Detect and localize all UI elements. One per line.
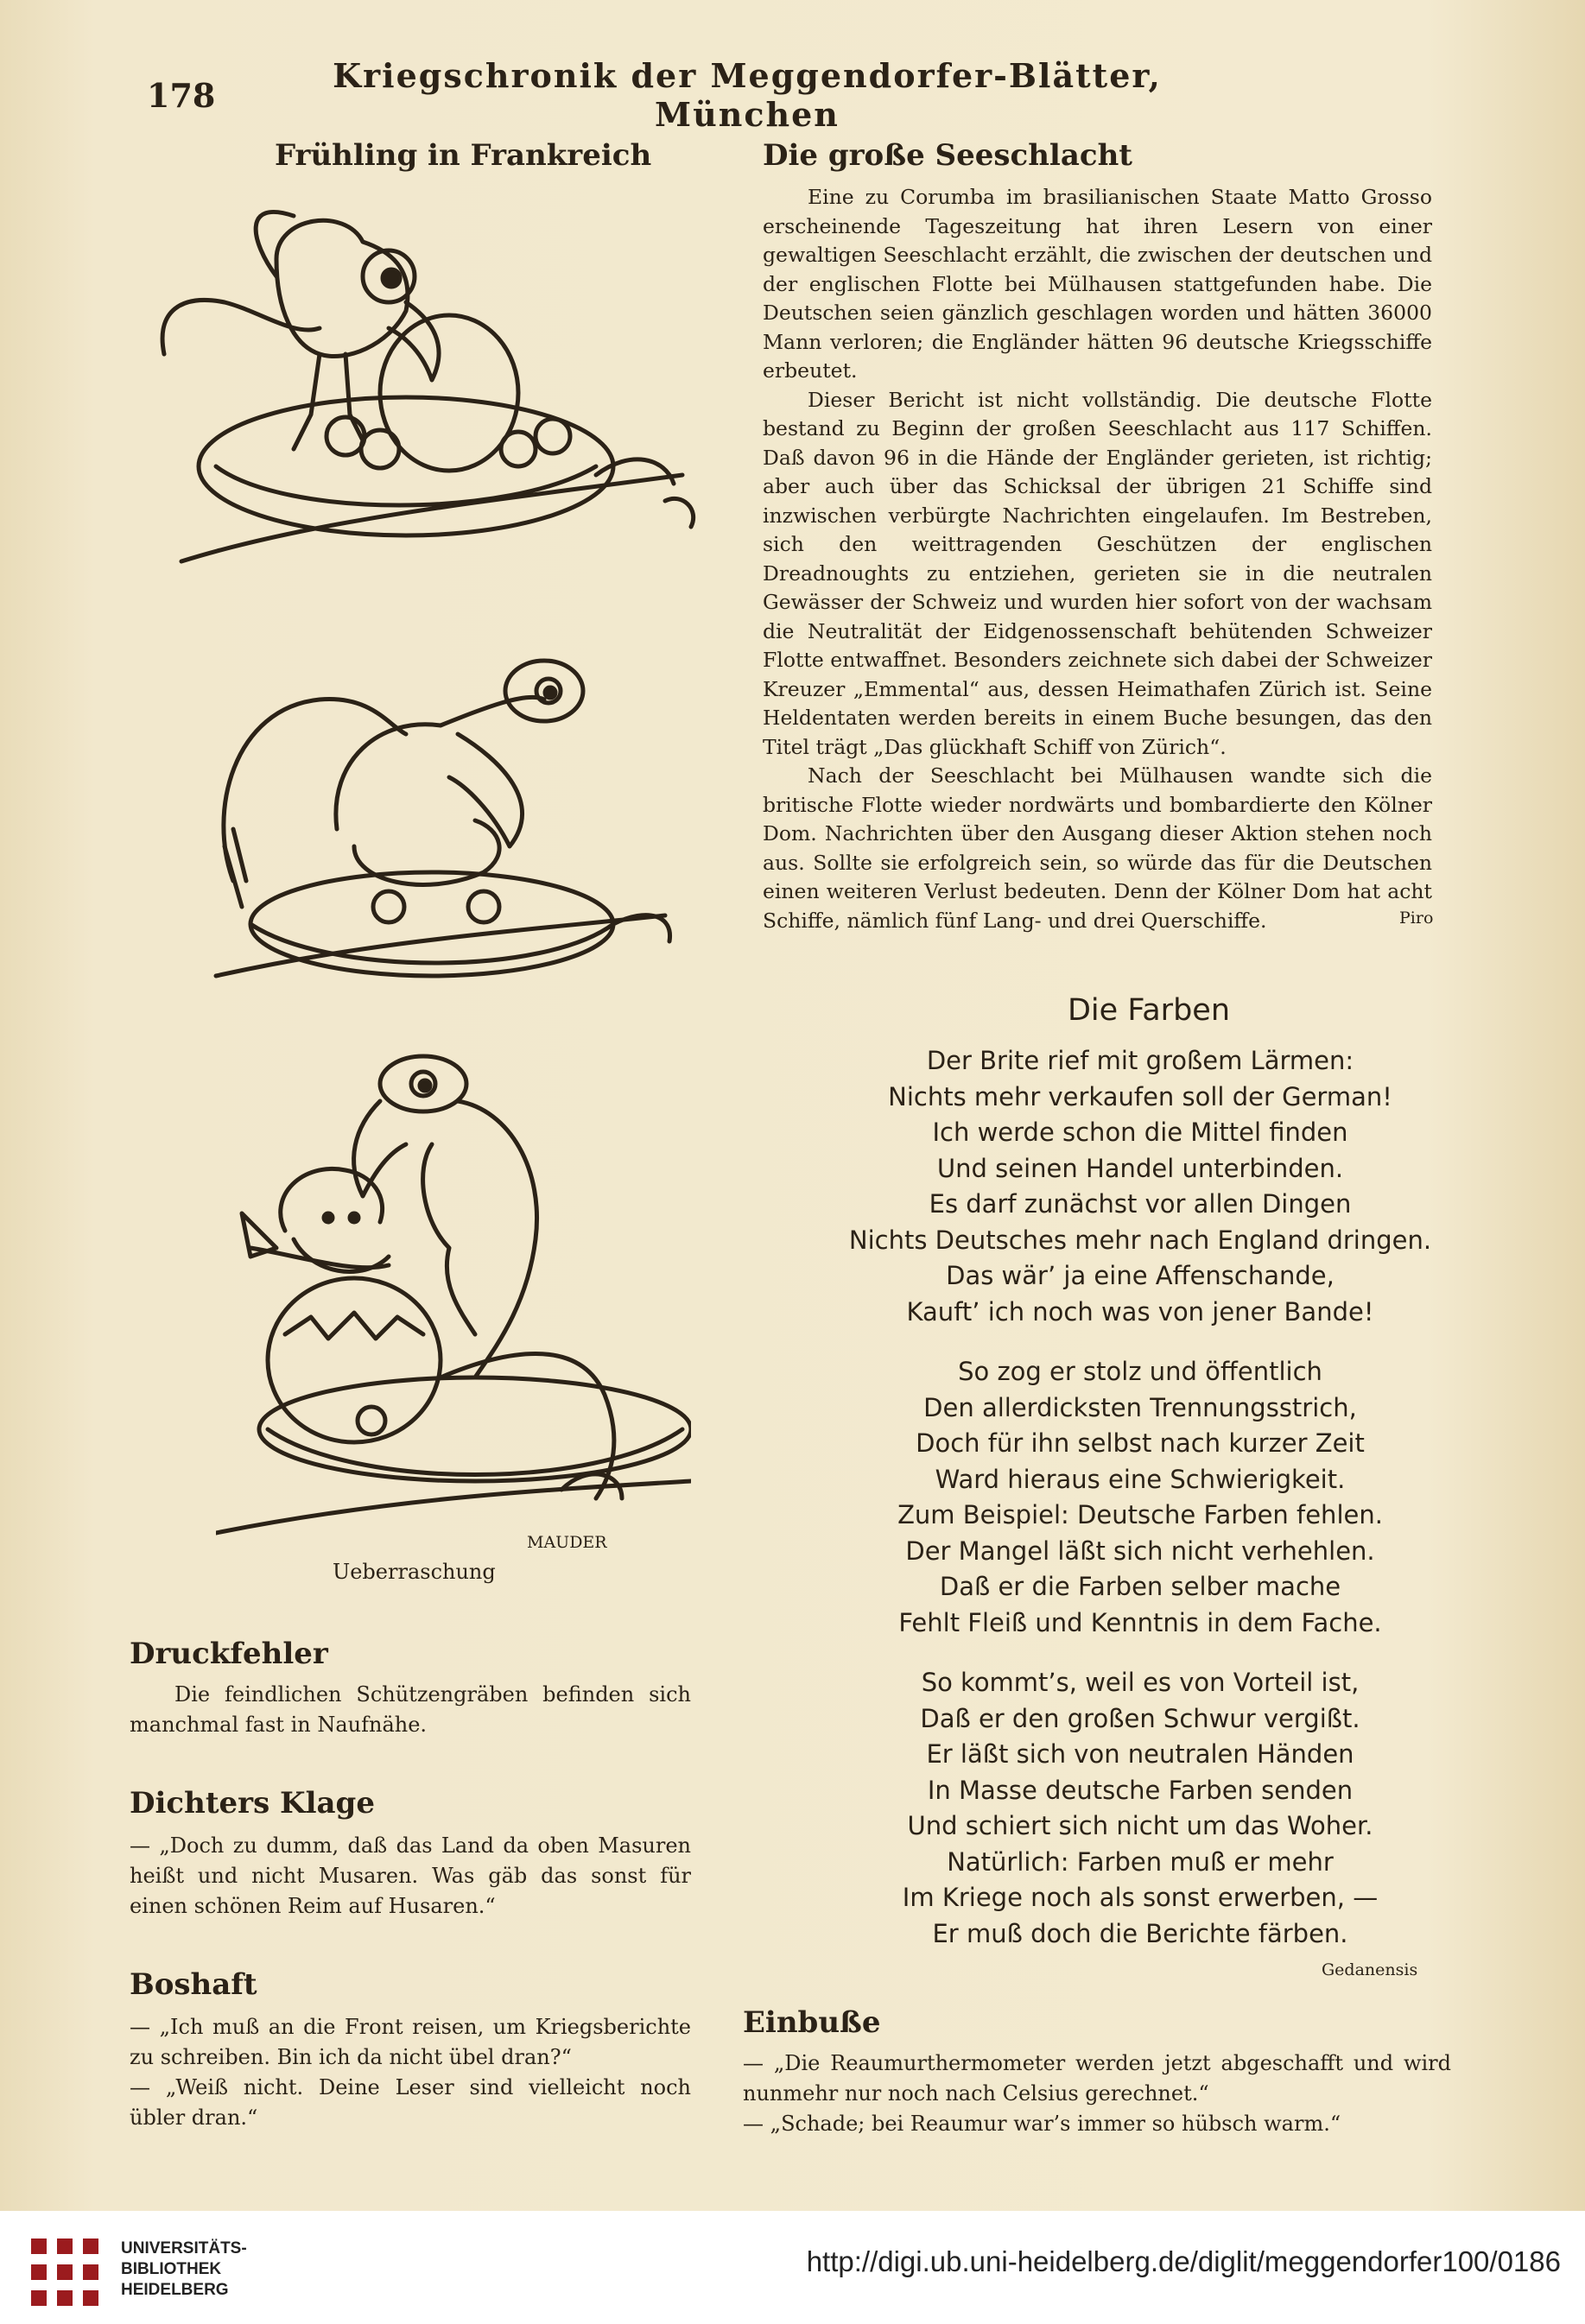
fruehling-title: Frühling in Frankreich (275, 138, 652, 173)
seeschlacht-paragraph-1: Eine zu Corumba im brasilianischen Staate Matto Grosso erscheinende Tageszeitung hat ihren Lesern von einer gewaltigen Seeschlacht erzählt, die zwischen der deutschen und der englischen Flotte bei Mülhausen stattgefunden habe. Die Deutschen seien gänzlich geschlagen worden und hätten 36000 Mann verloren; die Engländer hätten 96 deutsche Kriegsschiffe erbeutet. (763, 185, 1432, 383)
viewer-footer (0, 2211, 1585, 2324)
poem-line: Er muß doch die Berichte färben. (932, 1918, 1348, 1948)
poem-line: Zum Beispiel: Deutsche Farben fehlen. (897, 1500, 1383, 1529)
cartoon-panel-2-hatching (199, 656, 682, 985)
druckfehler-title: Druckfehler (130, 1637, 328, 1671)
poem-line: Der Mangel läßt sich nicht verhehlen. (905, 1536, 1375, 1566)
poem-line: In Masse deutsche Farben senden (927, 1775, 1354, 1805)
library-name (121, 2239, 247, 2301)
einbusse-text (743, 2049, 1451, 2139)
artist-signature: MAUDER (527, 1533, 607, 1552)
dichters-klage-text (130, 1831, 691, 1922)
boshaft-title: Boshaft (130, 1967, 257, 2002)
druckfehler-text (130, 1680, 691, 1740)
poem-line: Und schiert sich nicht um das Woher. (907, 1811, 1373, 1840)
seeschlacht-paragraph-2: Dieser Bericht ist nicht vollständig. Die deutsche Flotte bestand zu Beginn der großen Seeschlacht aus 117 Schiffen. Daß davon 96 in die Hände der Engländer gerieten, ist richtig; aber auch über das Schicksal der übrigen 21 Schiffe sind inzwischen verbürgte Nachrichten eingelaufen. Im Bestreben, sich den weittragenden Geschützen der englischen Dreadnoughts zu entziehen, gerieten sie in die neutralen Gewässer der Schweiz und wurden hier sofort von der wachsam die Neutralität der Eidgenossenschaft behütenden Schweizer Flotte entwaffnet. Besonders zeichnete sich dabei der Schweizer Kreuzer „Emmental“ aus, dessen Heimathafen Zürich ist. Seine Heldentaten werden bereits in einem Buche besungen, das den Titel trägt „Das glückhaft Schiff von Zürich“. (763, 387, 1432, 759)
boshaft-line-2: — „Weiß nicht. Deine Leser sind vielleicht noch übler dran.“ (130, 2075, 691, 2130)
druckfehler-paragraph: Die feindlichen Schützengräben befinden sich manchmal fast in Naufnähe. (130, 1682, 691, 1737)
page-number: 178 (147, 75, 216, 115)
poem-line: Nichts Deutsches mehr nach England dringen. (848, 1225, 1432, 1255)
seeschlacht-title: Die große Seeschlacht (763, 138, 1132, 173)
poem-line: So kommt’s, weil es von Vorteil ist, (921, 1668, 1360, 1697)
page-header (147, 56, 1227, 134)
einbusse-line-1: — „Die Reaumurthermometer werden jetzt abgeschafft und wird nunmehr nur noch nach Celsius gerechnet.“ (743, 2051, 1451, 2106)
boshaft-line-1: — „Ich muß an die Front reisen, um Kriegsberichte zu schreiben. Bin ich da nicht übel dran?“ (130, 2015, 691, 2069)
einbusse-title: Einbuße (743, 2005, 881, 2040)
poem-line: Ich werde schon die Mittel finden (932, 1118, 1348, 1147)
poem-line: Fehlt Fleiß und Kenntnis in dem Fache. (898, 1607, 1382, 1637)
cartoon-panel-3-surprise (216, 1049, 691, 1550)
poem-line: Der Brite rief mit großem Lärmen: (926, 1046, 1354, 1075)
poem-line: Daß er den großen Schwur vergißt. (920, 1703, 1360, 1733)
document-url[interactable]: http://digi.ub.uni-heidelberg.de/diglit/meggendorfer100/0186 (806, 2245, 1561, 2277)
einbusse-line-2: — „Schade; bei Reaumur war’s immer so hübsch warm.“ (743, 2112, 1341, 2136)
library-name-line: BIBLIOTHEK (121, 2260, 222, 2278)
poem-line: So zog er stolz und öffentlich (958, 1357, 1322, 1386)
running-title: Kriegschronik der Meggendorfer-Blätter, München (333, 56, 1162, 134)
university-library-logo-icon (24, 2232, 106, 2314)
cartoon-panel-1-egg (147, 190, 708, 596)
dichters-klage-paragraph: — „Doch zu dumm, daß das Land da oben Masuren heißt und nicht Musaren. Was gäb das sonst für einen schönen Reim auf Husaren.“ (130, 1833, 691, 1918)
library-name-line: UNIVERSITÄTS- (121, 2239, 247, 2258)
poem-line: Doch für ihn selbst nach kurzer Zeit (916, 1428, 1365, 1458)
poem-line: Das wär’ ja eine Affenschande, (946, 1261, 1335, 1290)
poem-line: Kauft’ ich noch was von jener Bande! (906, 1296, 1374, 1327)
poem-line: Den allerdicksten Trennungsstrich, (923, 1392, 1357, 1422)
farben-stanza-1 (777, 1043, 1503, 1330)
boshaft-text (130, 2012, 691, 2133)
seeschlacht-text (763, 183, 1432, 935)
seeschlacht-author: Piro (1399, 909, 1434, 928)
cartoon-caption: Ueberraschung (333, 1560, 496, 1584)
dichters-klage-title: Dichters Klage (130, 1786, 375, 1821)
seeschlacht-paragraph-3: Nach der Seeschlacht bei Mülhausen wandte sich die britische Flotte wieder nordwärts und bombardierte den Kölner Dom. Nachrichten über den Ausgang dieser Aktion stehen noch aus. Sollte sie erfolgreich sein, so würde das für die Deutschen einen weiteren Verlust bedeuten. Denn der Kölner Dom hat acht Schiffe, nämlich fünf Lang- und drei Querschiffe. (763, 763, 1432, 933)
poem-line: Ward hieraus eine Schwierigkeit. (935, 1464, 1346, 1494)
farben-stanza-2 (777, 1354, 1503, 1641)
poem-line: Nichts mehr verkaufen soll der German! (888, 1081, 1392, 1111)
poem-line: Daß er die Farben selber mache (939, 1572, 1341, 1601)
library-name-line: HEIDELBERG (121, 2281, 229, 2299)
poem-line: Er läßt sich von neutralen Händen (926, 1739, 1354, 1769)
farben-title: Die Farben (1067, 993, 1231, 1028)
poem-line: Es darf zunächst vor allen Dingen (929, 1189, 1352, 1219)
poem-line: Und seinen Handel unterbinden. (936, 1153, 1344, 1183)
poem-line: Natürlich: Farben muß er mehr (947, 1846, 1334, 1877)
farben-stanza-3 (777, 1665, 1503, 1952)
poem-line: Im Kriege noch als sonst erwerben, — (902, 1883, 1379, 1912)
farben-author: Gedanensis (1322, 1960, 1418, 1979)
